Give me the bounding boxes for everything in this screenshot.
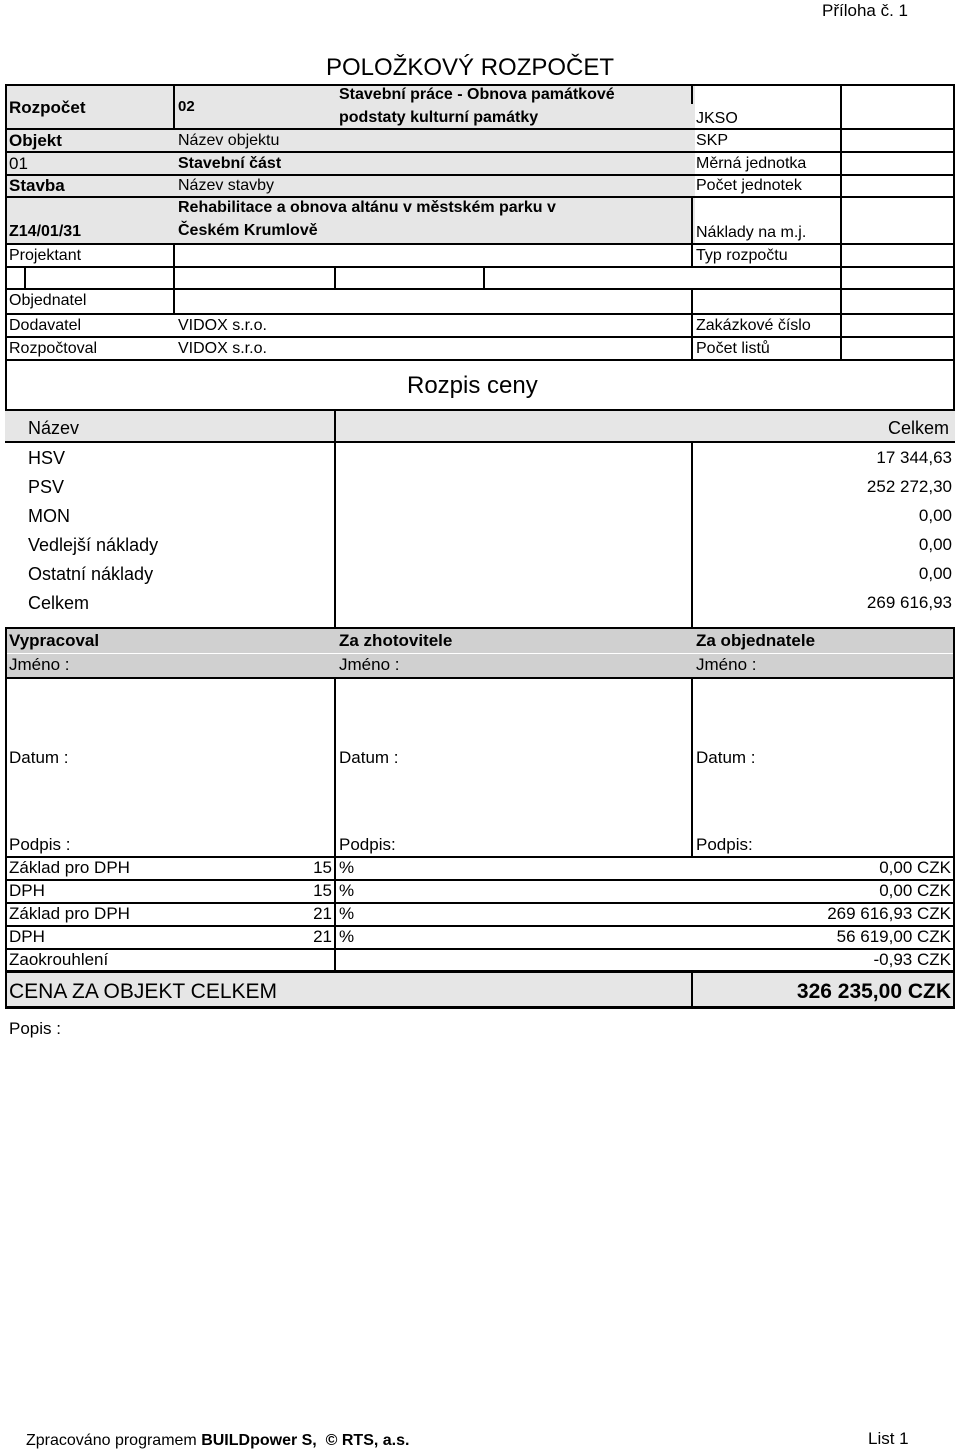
- rozpis-col-total: Celkem: [888, 418, 950, 438]
- rozpis-row-value: 0,00: [918, 564, 952, 583]
- page-title: POLOŽKOVÝ ROZPOČET: [326, 54, 615, 81]
- typ-rozpoctu-label: Typ rozpočtu: [696, 247, 788, 264]
- rozpocet-label: Rozpočet: [9, 98, 86, 117]
- pocet-jednotek-label: Počet jednotek: [696, 177, 802, 194]
- grand-total-label: CENA ZA OBJEKT CELKEM: [9, 980, 278, 1003]
- projektant-label: Projektant: [9, 247, 82, 264]
- totals-row-pct: %: [339, 927, 355, 946]
- rozpis-row-name: PSV: [28, 477, 65, 497]
- footer-sheet: List 1: [868, 1429, 909, 1448]
- totals-row-label: Základ pro DPH: [9, 904, 130, 923]
- totals-row-pct: %: [339, 858, 355, 877]
- objednatel-label: Objednatel: [9, 292, 87, 309]
- rozpocet-name-line1: Stavební práce - Obnova památkové: [339, 86, 615, 103]
- totals-row-value: 56 619,00 CZK: [836, 927, 951, 946]
- objekt-code: 01: [9, 154, 28, 173]
- totals-row-value: 0,00 CZK: [879, 881, 951, 900]
- rozpis-row-value: 252 272,30: [866, 477, 952, 496]
- jmeno-label-2: Jméno :: [339, 655, 400, 674]
- rozpis-row-name: Celkem: [28, 593, 90, 613]
- jkso-label: JKSO: [696, 110, 738, 127]
- naklady-label: Náklady na m.j.: [696, 224, 807, 241]
- pocet-listu-label: Počet listů: [696, 340, 770, 357]
- footer-prefix: Zpracováno programem: [26, 1432, 202, 1449]
- totals-row-pct: %: [339, 904, 355, 923]
- rozpoctoval-label: Rozpočtoval: [9, 340, 98, 357]
- rozpocet-name-line2: podstaty kulturní památky: [339, 109, 539, 126]
- mj-label: Měrná jednotka: [696, 155, 807, 172]
- grand-total-value: 326 235,00 CZK: [796, 980, 951, 1003]
- popis-label: Popis :: [9, 1019, 61, 1038]
- attachment-label: Příloha č. 1: [822, 1, 908, 20]
- rozpis-header-band: [5, 411, 955, 441]
- objekt-label: Objekt: [9, 131, 62, 150]
- totals-row-rate: 15: [313, 858, 332, 877]
- stavba-label: Stavba: [9, 176, 65, 195]
- footer-copyright: © RTS, a.s.: [325, 1432, 410, 1449]
- vypracoval-label: Vypracoval: [9, 631, 100, 650]
- rozpis-row-name: Ostatní náklady: [28, 564, 154, 584]
- za-objednatele-label: Za objednatele: [696, 631, 816, 650]
- objekt-name: Stavební část: [178, 155, 282, 172]
- rozpis-col-name: Název: [28, 418, 80, 438]
- podpis-label-3: Podpis:: [696, 835, 753, 854]
- totals-row-rate: 21: [313, 927, 332, 946]
- datum-label-3: Datum :: [696, 748, 756, 767]
- stavba-name-label: Název stavby: [178, 177, 275, 194]
- datum-label-2: Datum :: [339, 748, 399, 767]
- totals-row-label: DPH: [9, 927, 45, 946]
- rozpis-row-name: MON: [28, 506, 70, 526]
- rozpis-title: Rozpis ceny: [407, 372, 538, 399]
- rozpis-row-value: 0,00: [918, 506, 952, 525]
- rozpoctoval-value: VIDOX s.r.o.: [178, 340, 267, 357]
- footer-program: BUILDpower S,: [201, 1432, 317, 1449]
- rounding-label: Zaokrouhlení: [9, 950, 109, 969]
- stavba-name-line2: Českém Krumlově: [178, 222, 318, 239]
- skp-label: SKP: [696, 132, 729, 149]
- jmeno-label-3: Jméno :: [696, 655, 757, 674]
- rozpis-row-value: 17 344,63: [876, 448, 952, 467]
- rozpis-row-name: HSV: [28, 448, 66, 468]
- podpis-label-1: Podpis :: [9, 835, 71, 854]
- totals-row-rate: 21: [313, 904, 332, 923]
- objekt-name-label: Název objektu: [178, 132, 280, 149]
- footer-text: [26, 1432, 409, 1450]
- stavba-name-line1: Rehabilitace a obnova altánu v městském parku v: [178, 199, 556, 216]
- totals-row-pct: %: [339, 881, 355, 900]
- rozpis-row-name: Vedlejší náklady: [28, 535, 159, 555]
- zakazkove-cislo-label: Zakázkové číslo: [696, 317, 811, 334]
- totals-row-label: DPH: [9, 881, 45, 900]
- rozpocet-value: 02: [178, 98, 195, 115]
- datum-label-1: Datum :: [9, 748, 69, 767]
- totals-row-label: Základ pro DPH: [9, 858, 130, 877]
- podpis-label-2: Podpis:: [339, 835, 396, 854]
- dodavatel-value: VIDOX s.r.o.: [178, 317, 267, 334]
- totals-row-rate: 15: [313, 881, 332, 900]
- dodavatel-label: Dodavatel: [9, 317, 82, 334]
- rounding-value: -0,93 CZK: [873, 950, 951, 969]
- totals-row-value: 0,00 CZK: [879, 858, 951, 877]
- rozpis-row-value: 269 616,93: [866, 593, 952, 612]
- jmeno-label-1: Jméno :: [9, 655, 70, 674]
- za-zhotovitele-label: Za zhotovitele: [339, 631, 453, 650]
- rozpis-row-value: 0,00: [918, 535, 952, 554]
- totals-row-value: 269 616,93 CZK: [827, 904, 951, 923]
- stavba-code: Z14/01/31: [9, 223, 82, 240]
